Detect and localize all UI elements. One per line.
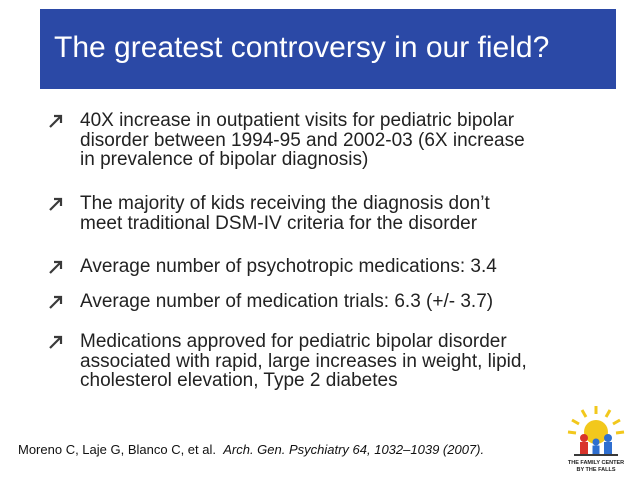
arrow-bullet-icon — [48, 259, 64, 275]
bullet-line: disorder between 1994-95 and 2002-03 (6X increase — [80, 129, 525, 151]
arrow-bullet-icon — [48, 196, 64, 212]
citation-authors: Moreno C, Laje G, Blanco C, et al. — [18, 442, 216, 457]
arrow-bullet-icon — [48, 334, 64, 350]
arrow-bullet-icon — [48, 294, 64, 310]
svg-text:BY THE FALLS: BY THE FALLS — [576, 467, 616, 473]
citation-journal: Arch. Gen. Psychiatry 64, 1032–1039 (2007). — [223, 442, 485, 457]
arrow-bullet-icon — [48, 113, 64, 129]
bullet-text — [80, 332, 620, 391]
slide-title: The greatest controversy in our field? — [54, 31, 550, 64]
bullet-line: Average number of psychotropic medications: 3.4 — [80, 256, 497, 277]
bullet-line: meet traditional DSM-IV criteria for the disorder — [80, 212, 478, 234]
slide-title-bar — [40, 9, 616, 89]
bullet-line: cholesterol elevation, Type 2 diabetes — [80, 370, 398, 391]
bullet-text — [80, 292, 620, 312]
family-center-logo-icon — [562, 402, 630, 474]
bullet-text — [80, 111, 620, 170]
bullet-text — [80, 257, 620, 277]
svg-text:THE FAMILY CENTER: THE FAMILY CENTER — [567, 460, 625, 466]
bullet-line: associated with rapid, large increases in weight, lipid, — [80, 350, 527, 372]
bullet-line: 40X increase in outpatient visits for pediatric bipolar — [80, 110, 515, 131]
bullet-line: in prevalence of bipolar diagnosis) — [80, 149, 369, 170]
bullet-line: The majority of kids receiving the diagnosis don’t — [80, 193, 490, 214]
bullet-line: Medications approved for pediatric bipolar disorder — [80, 331, 507, 352]
bullet-line: Average number of medication trials: 6.3 (+/- 3.7) — [80, 291, 494, 312]
citation — [18, 442, 484, 457]
bullet-text — [80, 194, 620, 233]
